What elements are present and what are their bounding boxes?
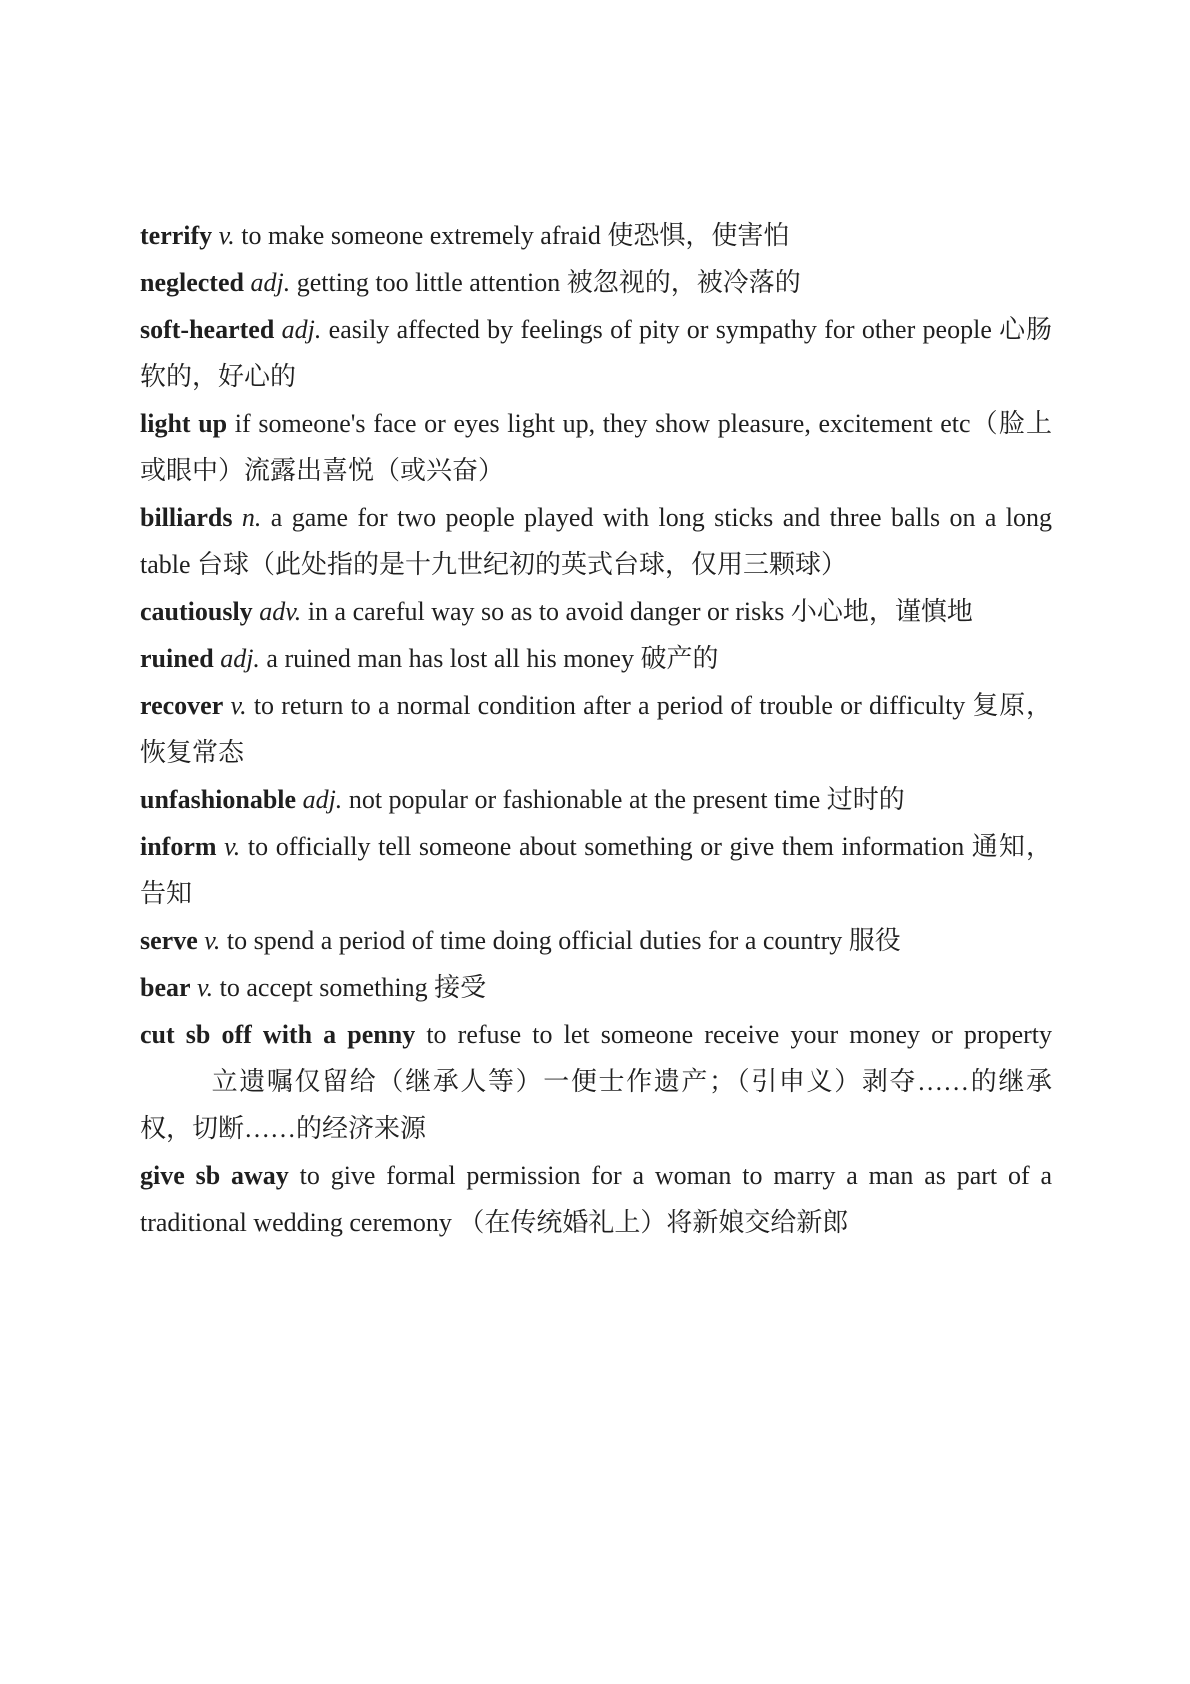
entry-part-of-speech: v. <box>224 832 241 861</box>
entry-term: cut sb off with a penny <box>140 1020 416 1049</box>
entry-definition: to make someone extremely afraid <box>234 221 608 250</box>
entry-definition: to spend a period of time doing official duties for a country <box>220 926 849 955</box>
vocabulary-list <box>140 212 1052 1246</box>
vocab-entry-cut-sb-off-with-a-penny <box>140 1011 1052 1152</box>
entry-translation: 复原，恢复常态 <box>140 691 1053 767</box>
entry-translation: 心肠软的，好心的 <box>140 315 1052 391</box>
entry-part-of-speech: v. <box>204 926 221 955</box>
vocab-entry-unfashionable <box>140 776 1052 823</box>
vocab-entry-neglected <box>140 259 1052 306</box>
entry-term: ruined <box>140 644 214 673</box>
entry-translation: 接受 <box>434 973 487 1002</box>
entry-term: give sb away <box>140 1161 289 1190</box>
entry-part-of-speech: v. <box>230 691 247 720</box>
entry-part-of-speech: adj. <box>250 268 291 297</box>
entry-part-of-speech: adv. <box>259 597 302 626</box>
vocab-entry-ruined <box>140 635 1052 682</box>
entry-part-of-speech: v. <box>197 973 214 1002</box>
entry-definition: a ruined man has lost all his money <box>259 644 641 673</box>
entry-translation: 破产的 <box>640 644 719 673</box>
vocab-entry-bear <box>140 964 1052 1011</box>
entry-definition: not popular or fashionable at the present time <box>342 785 827 814</box>
entry-part-of-speech: n. <box>241 503 262 532</box>
entry-definition: to accept something <box>213 973 435 1002</box>
entry-definition: in a careful way so as to avoid danger or risks <box>301 597 791 626</box>
entry-term: terrify <box>140 221 213 250</box>
entry-part-of-speech: v. <box>218 221 235 250</box>
entry-part-of-speech: adj. <box>220 644 260 673</box>
vocab-entry-billiards <box>140 494 1052 588</box>
entry-definition: to refuse to let someone receive your money or property <box>415 1020 1052 1049</box>
vocab-entry-terrify <box>140 212 1052 259</box>
entry-term: soft-hearted <box>140 315 275 344</box>
entry-definition: to return to a normal condition after a period of trouble or difficulty <box>246 691 973 720</box>
entry-translation: 台球（此处指的是十九世纪初的英式台球，仅用三颗球） <box>197 550 848 579</box>
entry-definition: to give formal permission for a woman to marry a man as part of a traditional wedding ceremony <box>140 1161 1052 1237</box>
entry-translation: 被忽视的，被冷落的 <box>566 268 801 297</box>
entry-term: bear <box>140 973 191 1002</box>
entry-term: light up <box>140 409 228 438</box>
entry-translation: （脸上或眼中）流露出喜悦（或兴奋） <box>140 409 1052 485</box>
vocab-entry-give-sb-away <box>140 1152 1052 1246</box>
vocab-entry-recover <box>140 682 1052 776</box>
entry-term: serve <box>140 926 198 955</box>
entry-definition: easily affected by feelings of pity or sympathy for other people <box>321 315 1000 344</box>
entry-part-of-speech: adj. <box>281 315 322 344</box>
entry-term: unfashionable <box>140 785 297 814</box>
entry-part-of-speech: adj. <box>302 785 343 814</box>
entry-definition: a game for two people played with long sticks and three balls on a long table <box>140 503 1052 579</box>
entry-term: billiards <box>140 503 233 532</box>
entry-translation: 使恐惧，使害怕 <box>607 221 790 250</box>
vocab-entry-serve <box>140 917 1052 964</box>
entry-translation: （在传统婚礼上）将新娘交给新郎 <box>458 1208 849 1237</box>
entry-term: inform <box>140 832 217 861</box>
entry-term: neglected <box>140 268 244 297</box>
entry-term: recover <box>140 691 224 720</box>
entry-definition: to officially tell someone about something or give them information <box>240 832 972 861</box>
vocab-entry-soft-hearted <box>140 306 1052 400</box>
entry-definition: getting too little attention <box>290 268 567 297</box>
entry-definition: if someone's face or eyes light up, they show pleasure, excitement etc <box>227 409 971 438</box>
entry-translation: 服役 <box>848 926 901 955</box>
vocab-entry-light-up <box>140 400 1052 494</box>
entry-translation: 通知，告知 <box>140 832 1052 908</box>
entry-translation: 立遗嘱仅留给（继承人等）一便士作遗产；（引申义）剥夺……的继承权，切断……的经济来源 <box>140 1067 1052 1143</box>
entry-term: cautiously <box>140 597 253 626</box>
entry-translation: 小心地，谨慎地 <box>790 597 973 626</box>
vocab-entry-inform <box>140 823 1052 917</box>
vocab-entry-cautiously <box>140 588 1052 635</box>
entry-translation: 过时的 <box>826 785 905 814</box>
